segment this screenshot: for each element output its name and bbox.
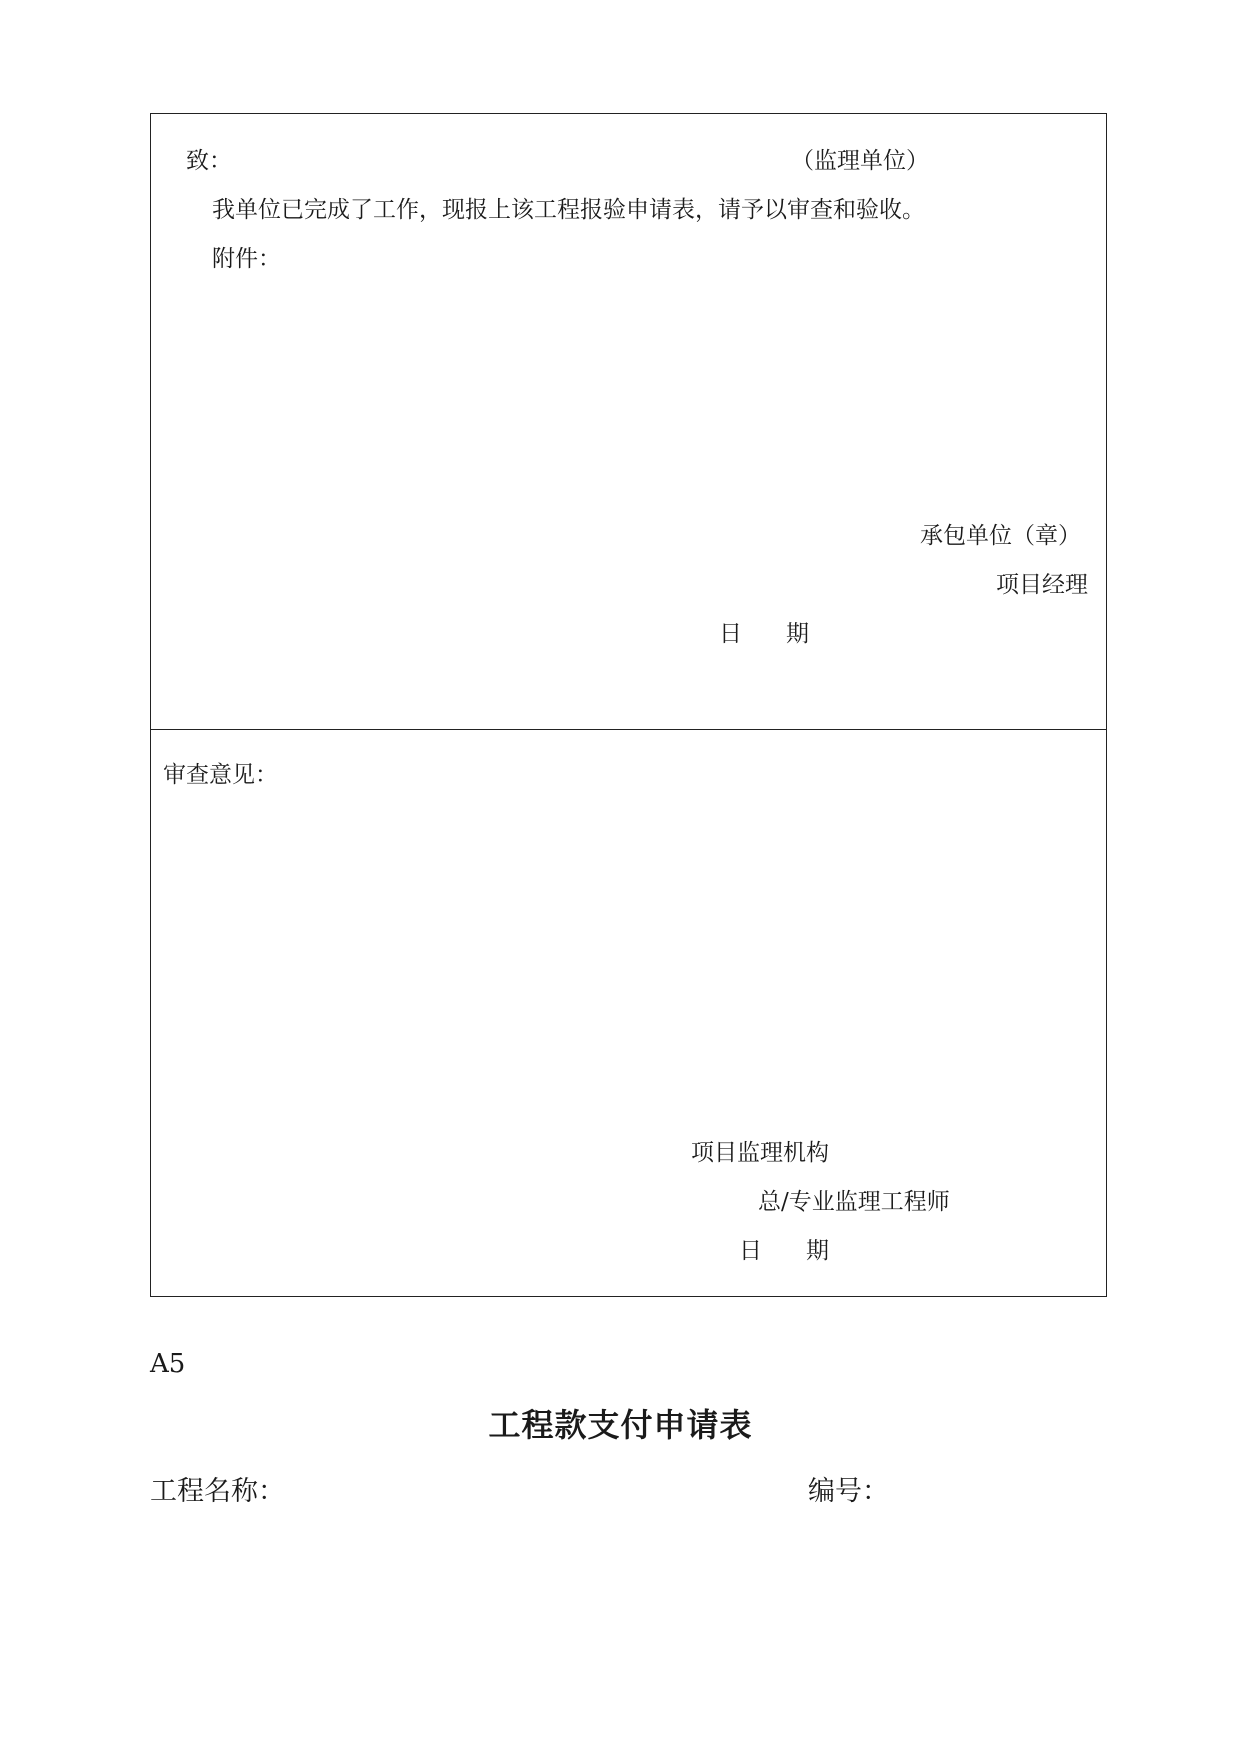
- inspection-form-table: [150, 113, 1107, 1297]
- project-name-label: 工程名称：: [150, 1476, 285, 1507]
- date-label: 日 期: [719, 621, 809, 647]
- document-title: 工程款支付申请表: [488, 1406, 753, 1444]
- number-label: 编号：: [808, 1476, 889, 1507]
- project-manager-label: 项目经理: [996, 572, 1088, 598]
- statement-text: 我单位已完成了工作，现报上该工程报验申请表，请予以审查和验收。: [212, 197, 925, 223]
- supervising-engineer-label: 总/专业监理工程师: [758, 1189, 950, 1215]
- form-code: A5: [150, 1349, 186, 1379]
- supervision-org-label: 项目监理机构: [691, 1140, 829, 1166]
- contractor-seal-label: 承包单位（章）: [920, 523, 1081, 549]
- to-label: 致：: [186, 148, 232, 174]
- attachment-label: 附件：: [212, 246, 281, 272]
- review-opinion-label: 审查意见：: [163, 762, 278, 788]
- section-divider: [151, 729, 1106, 730]
- supervisor-unit-label: （监理单位）: [791, 148, 929, 174]
- review-date-label: 日 期: [739, 1238, 829, 1264]
